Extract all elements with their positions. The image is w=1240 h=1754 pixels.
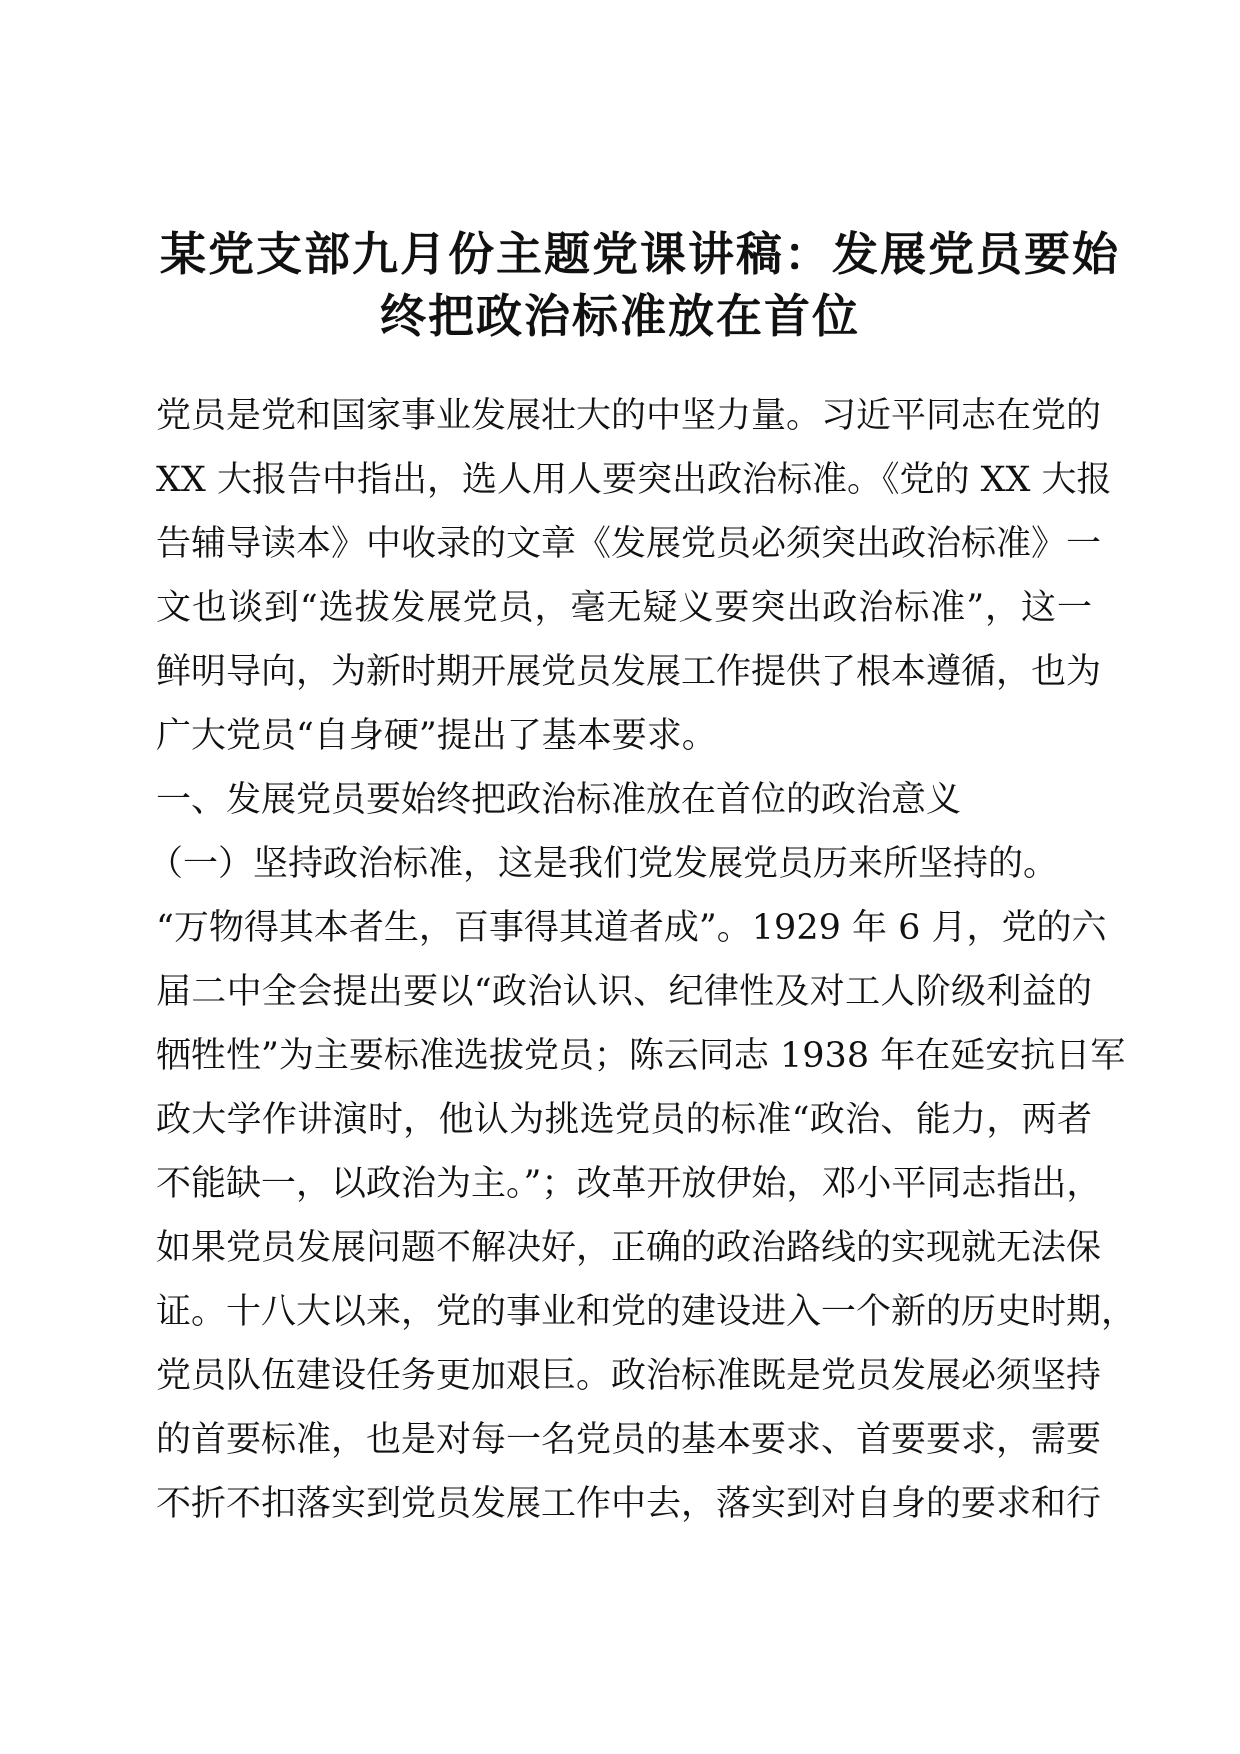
body-line-3: 告辅导读本》中收录的文章《发展党员必须突出政治标准》一 xyxy=(156,524,1102,564)
body-line-2: XX 大报告中指出，选人用人要突出政治标准。《党的 XX 大报 xyxy=(156,460,1112,500)
body-line-13: 不能缺一，以政治为主。”；改革开放伊始，邓小平同志指出， xyxy=(156,1164,1102,1204)
body-line-5: 鲜明导向，为新时期开展党员发展工作提供了根本遵循，也为 xyxy=(156,652,1102,692)
document-title-line-1: 某党支部九月份主题党课讲稿：发展党员要始 xyxy=(160,227,1120,281)
body-line-14: 如果党员发展问题不解决好，正确的政治路线的实现就无法保 xyxy=(156,1228,1102,1268)
section-heading-1: 一、发展党员要始终把政治标准放在首位的政治意义 xyxy=(156,780,962,820)
body-line-11: 牺牲性”为主要标准选拔党员；陈云同志 1938 年在延安抗日军 xyxy=(156,1036,1126,1076)
subsection-heading-1: （一）坚持政治标准，这是我们党发展党员历来所坚持的。 xyxy=(148,844,1059,884)
body-line-16: 党员队伍建设任务更加艰巨。政治标准既是党员发展必须坚持 xyxy=(156,1356,1102,1396)
body-line-1: 党员是党和国家事业发展壮大的中坚力量。习近平同志在党的 xyxy=(156,396,1102,436)
body-line-15: 证。十八大以来，党的事业和党的建设进入一个新的历史时期， xyxy=(156,1292,1137,1332)
body-line-9: “万物得其本者生，百事得其道者成”。1929 年 6 月，党的六 xyxy=(156,908,1107,948)
body-line-12: 政大学作讲演时，他认为挑选党员的标准“政治、能力，两者 xyxy=(156,1100,1092,1140)
document-title-line-2: 终把政治标准放在首位 xyxy=(380,289,860,343)
body-line-4: 文也谈到“选拔发展党员，毫无疑义要突出政治标准”，这一 xyxy=(156,588,1092,628)
body-line-6: 广大党员“自身硬”提出了基本要求。 xyxy=(156,716,717,756)
body-line-10: 届二中全会提出要以“政治认识、纪律性及对工人阶级利益的 xyxy=(156,972,1092,1012)
body-line-18: 不折不扣落实到党员发展工作中去，落实到对自身的要求和行 xyxy=(156,1484,1102,1524)
body-line-17: 的首要标准，也是对每一名党员的基本要求、首要要求，需要 xyxy=(156,1420,1102,1460)
